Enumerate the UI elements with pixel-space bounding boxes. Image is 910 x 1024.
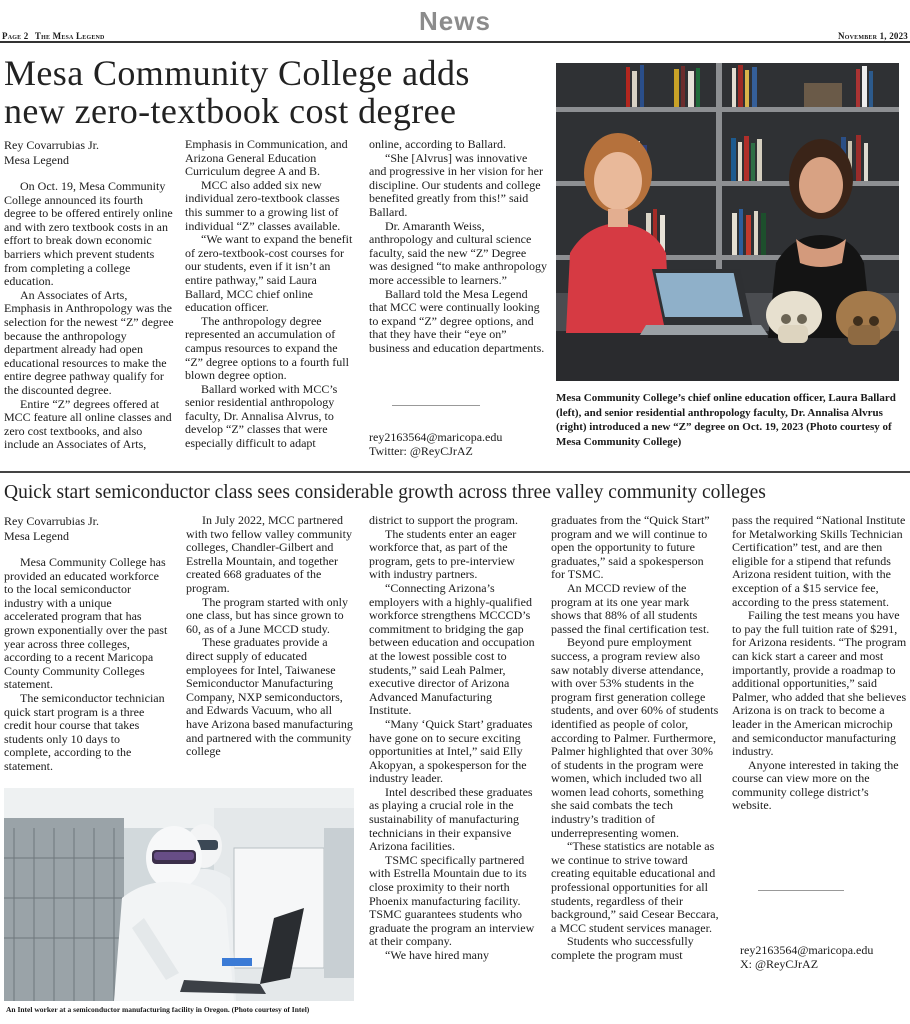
story1-photo (556, 63, 899, 381)
story2-column-4 (551, 514, 719, 963)
paragraph: An MCCD review of the program at its one year mark shows that 88% of all students passed the final certification test. (551, 580, 710, 636)
issue-date: November 1, 2023 (838, 31, 908, 41)
paragraph: MCC also added six new individual zero-textbook classes this summer to a growing list of individual “Z” classes available. (185, 177, 341, 233)
story1-contact (369, 430, 502, 458)
story2-author: Rey Covarrubias Jr. (4, 514, 99, 528)
paragraph: “She [Alvrus] was innovative and progressive in her vision for her discipline. Our students and college benefited greatly from this!” said Ballard. (369, 150, 543, 219)
story1-author-org: Mesa Legend (4, 153, 69, 167)
story1-headline-line2: new zero-textbook cost degree (4, 91, 457, 131)
story2-column-5 (732, 514, 908, 813)
paragraph: Dr. Amaranth Weiss, anthropology and cultural science faculty, said the new “Z” Degree was designed “to make anthropology more accessible to learners.” (369, 218, 547, 287)
contact-divider (392, 405, 480, 406)
paragraph: “Many ‘Quick Start’ graduates have gone on to secure exciting opportunities at Intel,” said Elly Akopyan, a spokesperson for the industry leader. (369, 716, 533, 786)
story2-social[interactable]: X: @ReyCJrAZ (740, 957, 819, 971)
story2-headline: Quick start semiconductor class sees considerable growth across three valley community colleges (4, 482, 766, 503)
story2-photo-caption: An Intel worker at a semiconductor manufacturing facility in Oregon. (Photo courtesy of Intel) (6, 1005, 310, 1014)
paragraph: In July 2022, MCC partnered with two fellow valley community colleges, Chandler-Gilbert and Estrella Mountain, and together created 668 graduates of the program. (186, 513, 352, 595)
paragraph: Anyone interested in taking the course can view more on the community college district’s website. (732, 757, 899, 813)
paragraph: An Associates of Arts, Emphasis in Anthropology was the selection for the newest “Z” degree because the anthropology department already had open educational resources to make the entire degree pathway qualify for the discounted degree. (4, 287, 174, 397)
paragraph: Ballard worked with MCC’s senior residential anthropology faculty, Dr. Annalisa Alvrus, to develop “Z” classes that were especially difficult to adapt (185, 381, 338, 451)
paragraph: These graduates provide a direct supply of educated employees for Intel, Taiwanese Semiconductor Manufacturing Company, NXP semiconductors, and Edwards Vacuum, who all have Arizona based manufacturing and partnered with the community college (186, 635, 353, 759)
section-label: News (419, 6, 491, 36)
paper-name: The Mesa Legend (34, 31, 105, 41)
story1-column-2 (185, 138, 357, 451)
paragraph: graduates from the “Quick Start” program and we will continue to open the opportunity to future graduates,” said a spokesperson for TSMC. (551, 513, 710, 582)
story1-author: Rey Covarrubias Jr. (4, 138, 99, 152)
paragraph: Entire “Z” degrees offered at MCC feature all online classes and zero cost textbooks, and also include an Associates of Arts, (4, 396, 172, 452)
page-folio (2, 31, 105, 41)
paragraph: The program started with only one class, but has since grown to 60, as of a June MCCD study. (186, 594, 348, 636)
story1-email[interactable]: rey2163564@maricopa.edu (369, 430, 503, 444)
paragraph: TSMC specifically partnered with Estrella Mountain due to its close proximity to their north Phoenix manufacturing facility. TSMC guarantees students who graduate the program an interview at their company. (369, 852, 535, 949)
story1-column-3 (369, 138, 547, 356)
paragraph: district to support the program. (369, 513, 518, 527)
paragraph: “These statistics are notable as we continue to strive toward creating equitable educational and professional opportunities for all students, regardless of their background,” said Cesear Beccara, a MCC student services manager. (551, 839, 719, 935)
paragraph: Students who successfully complete the program must (551, 934, 694, 962)
contact-divider (758, 890, 844, 891)
paragraph: Intel described these graduates as playing a crucial role in the sustainability of manufacturing technicians in their expansive Arizona facilities. (369, 784, 533, 854)
story1-headline-line1: Mesa Community College adds (4, 53, 470, 93)
story2-byline (4, 514, 99, 544)
story1-headline (4, 54, 554, 130)
paragraph: online, according to Ballard. (369, 137, 506, 151)
paragraph: Emphasis in Communication, and Arizona General Education Curriculum degree A and B. (185, 137, 348, 179)
story2-author-org: Mesa Legend (4, 529, 69, 543)
paragraph: “We want to expand the benefit of zero-textbook-cost courses for our students, even if it isn’t an entire pathway,” said Laura Ballard, MCC chief online education officer. (185, 232, 353, 315)
paragraph: pass the required “National Institute for Metalworking Skills Technician Certification” test, and are then eligible for a stipend that refunds Arizona resident tuition, with the exception of a $15 service fee, according to the press statement. (732, 513, 906, 609)
story-divider-rule (0, 471, 910, 473)
story2-photo (4, 788, 354, 1001)
story1-column-1 (4, 180, 176, 452)
paragraph: Failing the test means you have to pay the full tuition rate of $291, for Arizona residents. “The program can kick start a career and most importantly, provide a roadmap to additional opportunities,” said Palmer, who added that she believes Arizona is on track to become a leader in the American microchip and semiconductor manufacturing industry. (732, 608, 907, 759)
story2-column-1 (4, 556, 168, 774)
story2-email[interactable]: rey2163564@maricopa.edu (740, 943, 874, 957)
paragraph: Beyond pure employment success, a program review also saw notably diverse attendance, with over 53% students in the program first generation college students, and over 60% of students identified as people of color, according to Palmer. Furthermore, Palmer highlighted that over 30% of students in the program were women, which included two all women lead cohorts, something she said combats the tech industry’s tradition of underrepresenting women. (551, 635, 719, 840)
paragraph: The semiconductor technician quick start program is a three credit hour course that takes students only 10 days to complete, according to the statement. (4, 690, 165, 773)
paragraph: On Oct. 19, Mesa Community College announced its fourth degree to be offered entirely online and with zero textbook costs in an effort to break down economic barriers which prevent students from completing a college education. (4, 179, 173, 289)
story2-contact (740, 943, 873, 971)
paragraph: Mesa Community College has provided an educated workforce to the local semiconductor industry with a unique accelerated program that has grown exponentially over the past year across three colleges, according to a recent Maricopa County Community Colleges statement. (4, 555, 168, 692)
story1-social[interactable]: Twitter: @ReyCJrAZ (369, 444, 473, 458)
paragraph: The anthropology degree represented an accumulation of campus resources to expand the “Z” degree options to a fourth full blown degree option. (185, 313, 349, 383)
paragraph: “We have hired many (385, 948, 489, 962)
story1-photo-caption: Mesa Community College’s chief online education officer, Laura Ballard (left), and senior residential anthropology faculty, Dr. Annalisa Alvrus (right) introduced a new “Z” degree on Oct. 19, 2023 (Photo courtesy of Mesa Community College) (556, 392, 896, 448)
faculty-photo-illustration (556, 63, 899, 381)
top-rule (0, 41, 910, 43)
paragraph: “Connecting Arizona’s employers with a highly-qualified workforce strengthens MCCCD’s commitment to bridging the gap between education and occupation at the lowest possible cost to students,” said Leah Palmer, executive director of Arizona Advanced Manufacturing Institute. (369, 580, 535, 718)
story2-column-2 (186, 514, 356, 759)
story1-byline (4, 138, 99, 168)
story2-column-3 (369, 514, 535, 963)
paragraph: Ballard told the Mesa Legend that MCC were continually looking to expand “Z” degree options, and that they have their “eye on” business and education departments. (369, 286, 545, 355)
cleanroom-photo-illustration (4, 788, 354, 1001)
page-number: Page 2 (2, 31, 29, 41)
paragraph: The students enter an eager workforce that, as part of the program, gets to pre-interview with industry partners. (369, 526, 517, 582)
